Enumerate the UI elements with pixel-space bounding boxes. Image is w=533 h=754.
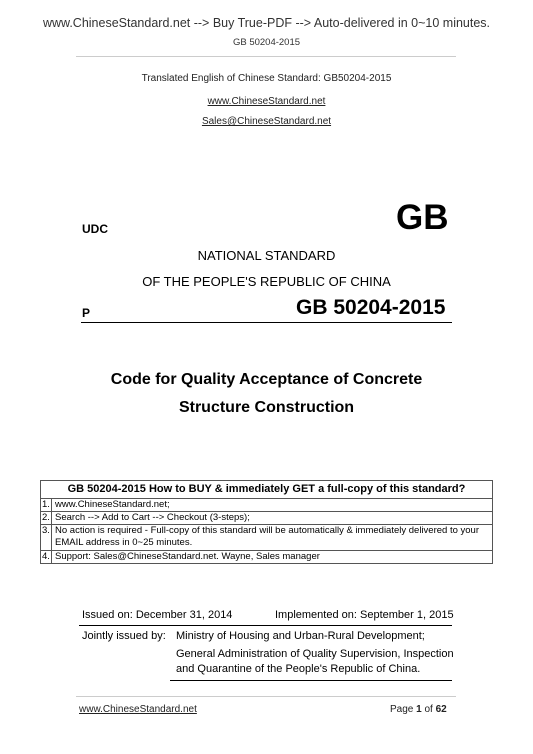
buy-step-number: 3. [41, 525, 52, 550]
page-current: 1 [416, 704, 422, 715]
buy-step [41, 499, 492, 512]
issuer-ministry: Ministry of Housing and Urban-Rural Development; [176, 630, 425, 642]
republic-heading: OF THE PEOPLE'S REPUBLIC OF CHINA [142, 274, 391, 289]
p-label: P [82, 306, 91, 320]
translation-website-link[interactable]: www.ChineseStandard.net [207, 96, 326, 107]
jointly-issued-label: Jointly issued by: [82, 630, 166, 642]
implemented-date: Implemented on: September 1, 2015 [275, 609, 454, 621]
buy-step-text[interactable]: www.ChineseStandard.net; [55, 499, 170, 510]
buy-step-number: 2. [41, 512, 52, 524]
buy-step [41, 512, 492, 525]
issuer-aqsiq: General Administration of Quality Supervision, Inspection and Quarantine of the People's Republic of China. [176, 648, 454, 675]
document-title-line1: Code for Quality Acceptance of Concrete [110, 371, 423, 388]
buy-step-text: Support: Sales@ChineseStandard.net. Wayne, Sales manager [55, 551, 320, 562]
national-standard-heading: NATIONAL STANDARD [197, 248, 336, 263]
cover-divider [81, 322, 452, 323]
buy-step-number: 4. [41, 551, 52, 564]
header-promo-line: www.ChineseStandard.net --> Buy True-PDF --> Auto-delivered in 0~10 minutes. [42, 16, 491, 30]
page-indicator [390, 704, 447, 715]
buy-step [41, 525, 492, 551]
standard-number: GB 50204-2015 [296, 296, 446, 319]
header-divider [76, 56, 456, 57]
buy-step [41, 551, 492, 564]
buy-step-text: No action is required - Full-copy of this standard will be automatically & immediately delivered to your EMAIL address in 0~25 minutes. [55, 525, 479, 548]
page-prefix: Page [390, 704, 414, 715]
buy-step-number: 1. [41, 499, 52, 511]
translation-title: Translated English of Chinese Standard: GB50204-2015 [141, 73, 392, 84]
issued-date: Issued on: December 31, 2014 [82, 609, 233, 621]
footer-divider [76, 696, 456, 697]
buy-instructions-box [40, 480, 493, 564]
header-standard-number: GB 50204-2015 [232, 37, 301, 48]
issuer-divider [170, 680, 452, 681]
issue-divider [79, 625, 452, 626]
buy-box-heading: GB 50204-2015 How to BUY & immediately GET a full-copy of this standard? [41, 481, 492, 499]
translation-email-link[interactable]: Sales@ChineseStandard.net [201, 116, 332, 127]
udc-label: UDC [82, 222, 108, 236]
footer-website-link[interactable]: www.ChineseStandard.net [79, 704, 197, 715]
page-of: of [424, 704, 433, 715]
gb-logo-text: GB [396, 198, 449, 237]
buy-step-text: Search --> Add to Cart --> Checkout (3-steps); [55, 512, 250, 523]
page-total: 62 [435, 704, 447, 715]
document-title-line2: Structure Construction [178, 399, 355, 416]
